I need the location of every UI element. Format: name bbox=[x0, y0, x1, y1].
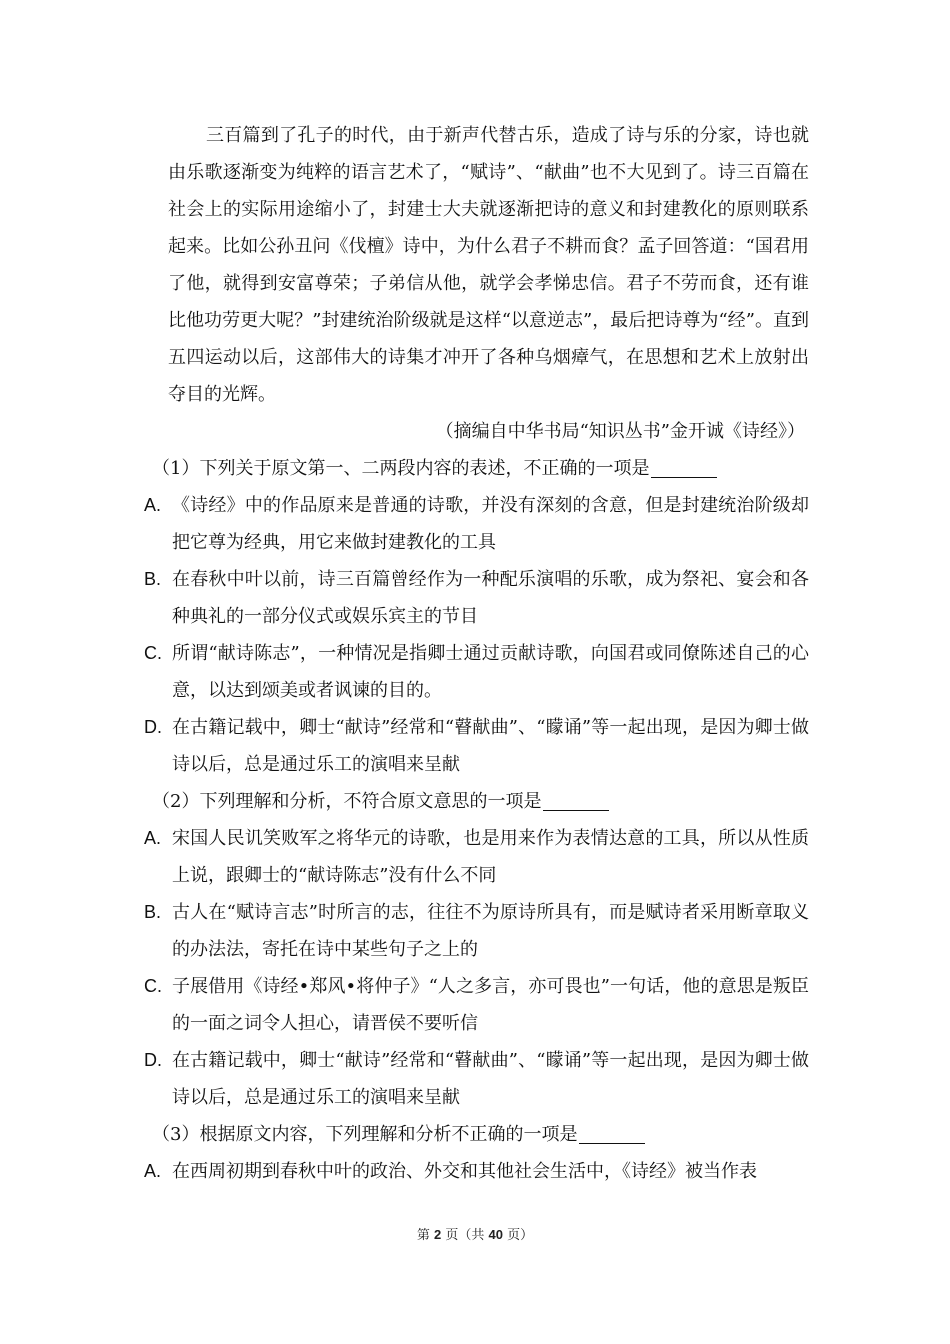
page-footer: 第 2 页（共 40 页） bbox=[416, 1227, 534, 1243]
option-text: 在西周初期到春秋中叶的政治、外交和其他社会生活中，《诗经》被当作表 bbox=[172, 1161, 757, 1182]
question-2 bbox=[144, 783, 809, 1116]
option-text: 在春秋中叶以前，诗三百篇曾经作为一种配乐演唱的乐歌，成为祭祀、宴会和各种典礼的一部分仪式或娱乐宾主的节目 bbox=[172, 569, 809, 627]
option-text: 古人在“赋诗言志”时所言的志，往往不为原诗所具有，而是赋诗者采用断章取义的办法法，寄托在诗中某些句子之上的 bbox=[172, 902, 809, 960]
option-b bbox=[144, 894, 809, 968]
option-d bbox=[144, 709, 809, 783]
option-letter: A. bbox=[144, 495, 162, 515]
option-letter: D. bbox=[144, 717, 162, 737]
option-letter: A. bbox=[144, 828, 162, 848]
page-content bbox=[144, 117, 809, 1190]
total-pages: 40 bbox=[488, 1227, 503, 1242]
option-text: 在古籍记载中，卿士“献诗”经常和“瞽献曲”、“矇诵”等一起出现，是因为卿士做诗以后，总是通过乐工的演唱来呈献 bbox=[172, 717, 809, 775]
option-a bbox=[144, 487, 809, 561]
question-stem: （3）根据原文内容，下列理解和分析不正确的一项是 bbox=[144, 1116, 809, 1153]
option-text: 宋国人民讥笑败军之将华元的诗歌，也是用来作为表情达意的工具，所以从性质上说，跟卿士的“献诗陈志”没有什么不同 bbox=[172, 828, 809, 886]
option-text: 子展借用《诗经•郑风•将仲子》“人之多言，亦可畏也”一句话，他的意思是叛臣的一面之词令人担心，请晋侯不要听信 bbox=[172, 976, 809, 1034]
passage-paragraph: 三百篇到了孔子的时代，由于新声代替古乐，造成了诗与乐的分家，诗也就由乐歌逐渐变为纯粹的语言艺术了，“赋诗”、“献曲”也不大见到了。诗三百篇在社会上的实际用途缩小了，封建士大夫就逐渐把诗的意义和封建教化的原则联系起来。比如公孙丑问《伐檀》诗中，为什么君子不耕而食？孟子回答道：“国君用了他，就得到安富尊荣；子弟信从他，就学会孝悌忠信。君子不劳而食，还有谁比他功劳更大呢？”封建统治阶级就是这样“以意逆志”，最后把诗尊为“经”。直到五四运动以后，这部伟大的诗集才冲开了各种乌烟瘴气，在思想和艺术上放射出夺目的光辉。 bbox=[168, 125, 809, 405]
answer-blank bbox=[579, 1123, 645, 1144]
option-text: 《诗经》中的作品原来是普通的诗歌，并没有深刻的含意，但是封建统治阶级却把它尊为经典，用它来做封建教化的工具 bbox=[172, 495, 809, 553]
option-letter: C. bbox=[144, 643, 162, 663]
question-3 bbox=[144, 1116, 809, 1190]
passage-source: （摘编自中华书局“知识丛书”金开诚《诗经》） bbox=[435, 421, 805, 442]
answer-blank bbox=[543, 790, 609, 811]
question-stem: （2）下列理解和分析，不符合原文意思的一项是 bbox=[144, 783, 809, 820]
option-b bbox=[144, 561, 809, 635]
option-c bbox=[144, 968, 809, 1042]
option-d bbox=[144, 1042, 809, 1116]
answer-blank bbox=[651, 457, 717, 478]
question-1 bbox=[144, 450, 809, 783]
option-text: 在古籍记载中，卿士“献诗”经常和“瞽献曲”、“矇诵”等一起出现，是因为卿士做诗以后，总是通过乐工的演唱来呈献 bbox=[172, 1050, 809, 1108]
option-letter: B. bbox=[144, 569, 162, 589]
option-letter: A. bbox=[144, 1161, 162, 1181]
question-stem: （1）下列关于原文第一、二两段内容的表述，不正确的一项是 bbox=[144, 450, 809, 487]
page-number: 2 bbox=[434, 1227, 442, 1242]
option-a bbox=[144, 820, 809, 894]
option-a bbox=[144, 1153, 809, 1190]
option-c bbox=[144, 635, 809, 709]
option-letter: C. bbox=[144, 976, 162, 996]
option-text: 所谓“献诗陈志”，一种情况是指卿士通过贡献诗歌，向国君或同僚陈述自己的心意，以达到颂美或者讽谏的目的。 bbox=[172, 643, 809, 701]
option-letter: D. bbox=[144, 1050, 162, 1070]
option-letter: B. bbox=[144, 902, 162, 922]
